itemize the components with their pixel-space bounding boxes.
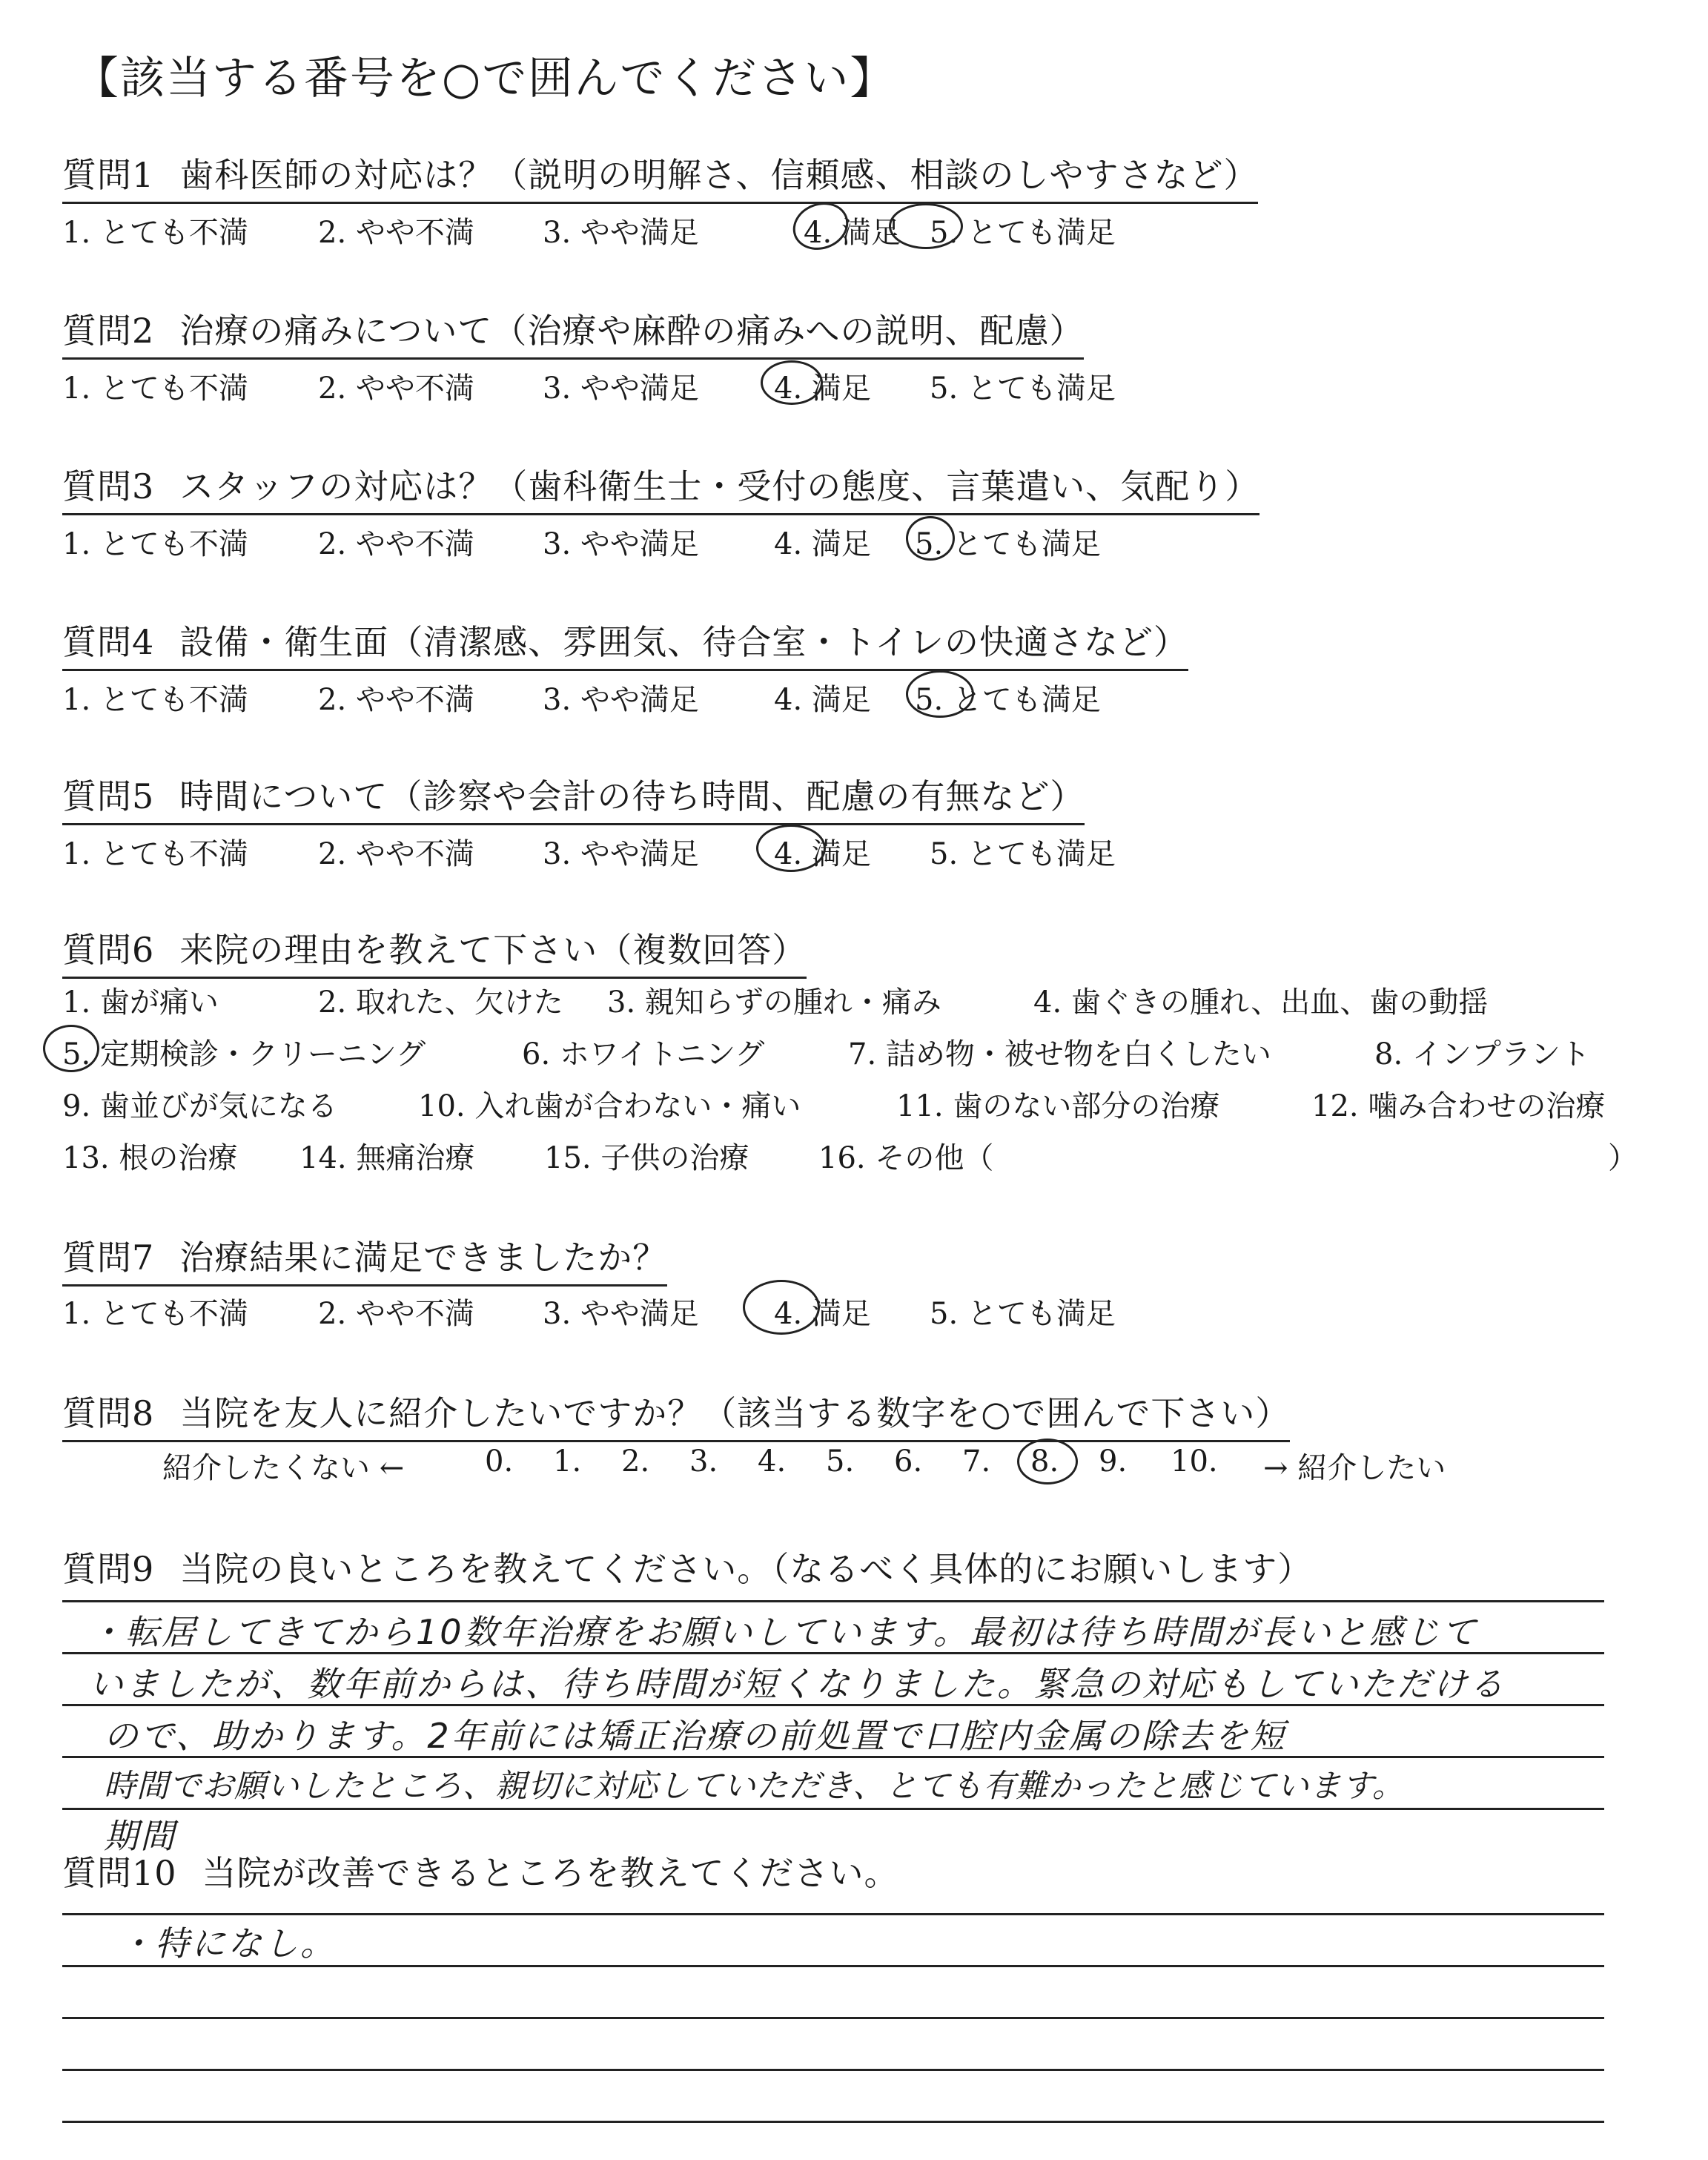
q8-answer-circle-8 — [1017, 1439, 1078, 1484]
instruction-header: 【該当する番号を○で囲んでください】 — [74, 53, 896, 105]
q8-scale-5[interactable]: 5. — [826, 1444, 855, 1479]
q1-option-2[interactable]: 2. やや不満 — [318, 216, 474, 250]
q10-rule-4 — [62, 2069, 1604, 2071]
q1-number: 質問1 — [62, 155, 155, 195]
q2-option-3[interactable]: 3. やや満足 — [543, 371, 699, 406]
q4-answer-circle-5 — [906, 670, 974, 718]
q6-other-close-paren: ） — [1608, 1141, 1638, 1175]
q7-option-1[interactable]: 1. とても不満 — [62, 1297, 248, 1331]
q3-title-row — [62, 460, 1260, 515]
q2-option-2[interactable]: 2. やや不満 — [318, 371, 474, 406]
q6-title: 来院の理由を教えて下さい（複数回答） — [179, 930, 807, 970]
q6-option-9[interactable]: 9. 歯並びが気になる — [62, 1089, 337, 1123]
q6-answer-circle-5 — [43, 1025, 99, 1072]
q4-option-3[interactable]: 3. やや満足 — [543, 683, 699, 717]
q6-option-2[interactable]: 2. 取れた、欠けた — [318, 985, 563, 1020]
q3-option-5[interactable]: 5. とても満足 — [915, 527, 1101, 561]
q6-option-8[interactable]: 8. インプラント — [1374, 1037, 1590, 1071]
q8-title-row — [62, 1387, 1290, 1442]
q1-option-1[interactable]: 1. とても不満 — [62, 216, 248, 250]
q5-option-4[interactable]: 4. 満足 — [774, 837, 871, 871]
q3-number: 質問3 — [62, 466, 155, 506]
q8-scale-9[interactable]: 9. — [1099, 1444, 1128, 1479]
q10-number: 質問10 — [62, 1853, 177, 1893]
q3-option-1[interactable]: 1. とても不満 — [62, 527, 248, 561]
q8-scale-6[interactable]: 6. — [894, 1444, 923, 1479]
q4-title-row — [62, 615, 1188, 671]
q5-title-row — [62, 770, 1085, 825]
q2-answer-circle-4 — [761, 360, 823, 405]
q8-title: 当院を友人に紹介したいですか？（該当する数字を○で囲んで下さい） — [179, 1393, 1291, 1433]
q4-option-2[interactable]: 2. やや不満 — [318, 683, 474, 717]
q5-title: 時間について（診察や会計の待ち時間、配慮の有無など） — [179, 776, 1085, 816]
q1-answer-circle-5 — [889, 203, 963, 249]
q9-correction: 期間 — [104, 1816, 176, 1856]
q9-answer-line-1: ・転居してきてから10数年治療をお願いしています。最初は待ち時間が長いと感じて — [89, 1612, 1478, 1652]
q4-title: 設備・衛生面（清潔感、雰囲気、待合室・トイレの快適さなど） — [179, 622, 1188, 662]
q9-title: 当院の良いところを教えてください。（なるべく具体的にお願いします） — [179, 1549, 1313, 1589]
q6-option-11[interactable]: 11. 歯のない部分の治療 — [896, 1089, 1220, 1123]
q3-title: スタッフの対応は？（歯科衛生士・受付の態度、言葉遣い、気配り） — [179, 466, 1260, 506]
q5-number: 質問5 — [62, 776, 155, 816]
q3-option-3[interactable]: 3. やや満足 — [543, 527, 699, 561]
q8-scale-1[interactable]: 1. — [553, 1444, 582, 1479]
q6-option-7[interactable]: 7. 詰め物・被せ物を白くしたい — [848, 1037, 1271, 1071]
q6-option-10[interactable]: 10. 入れ歯が合わない・痛い — [418, 1089, 801, 1123]
q9-answer-line-3: ので、助かります。2年前には矯正治療の前処置で口腔内金属の除去を短 — [104, 1716, 1287, 1756]
q7-number: 質問7 — [62, 1238, 155, 1278]
q7-title-row — [62, 1231, 667, 1287]
q3-option-2[interactable]: 2. やや不満 — [318, 527, 474, 561]
q6-option-3[interactable]: 3. 親知らずの腫れ・痛み — [607, 985, 941, 1020]
q2-number: 質問2 — [62, 311, 155, 351]
q4-number: 質問4 — [62, 622, 155, 662]
q7-option-3[interactable]: 3. やや満足 — [543, 1297, 699, 1331]
q8-left-label: 紹介したくない ← — [162, 1451, 405, 1485]
q9-rule-5 — [62, 1808, 1604, 1810]
q7-answer-circle-4 — [743, 1280, 820, 1335]
q9-number: 質問9 — [62, 1549, 155, 1589]
q6-option-6[interactable]: 6. ホワイトニング — [522, 1037, 765, 1071]
q2-option-4[interactable]: 4. 満足 — [774, 371, 871, 406]
q1-option-3[interactable]: 3. やや満足 — [543, 216, 699, 250]
q9-answer-line-2: いましたが、数年前からは、待ち時間が短くなりました。緊急の対応もしていただける — [89, 1664, 1506, 1704]
q9-answer-line-4: 時間でお願いしたところ、親切に対応していただき、とても有難かったと感じています。 — [104, 1768, 1405, 1805]
q4-option-5[interactable]: 5. とても満足 — [915, 683, 1101, 717]
q5-option-1[interactable]: 1. とても不満 — [62, 837, 248, 871]
q6-option-14[interactable]: 14. 無痛治療 — [299, 1141, 475, 1175]
q1-option-4[interactable]: 4. 満足 — [804, 216, 901, 250]
q6-title-row — [62, 923, 807, 979]
q7-option-4[interactable]: 4. 満足 — [774, 1297, 871, 1331]
q6-option-1[interactable]: 1. 歯が痛い — [62, 985, 219, 1020]
q6-option-15[interactable]: 15. 子供の治療 — [544, 1141, 749, 1175]
q9-title-row — [62, 1542, 1312, 1596]
q8-scale-3[interactable]: 3. — [689, 1444, 718, 1479]
q3-option-4[interactable]: 4. 満足 — [774, 527, 871, 561]
q10-answer-line-1: ・特になし。 — [119, 1923, 337, 1964]
q5-option-2[interactable]: 2. やや不満 — [318, 837, 474, 871]
q6-option-13[interactable]: 13. 根の治療 — [62, 1141, 238, 1175]
q7-option-2[interactable]: 2. やや不満 — [318, 1297, 474, 1331]
q6-number: 質問6 — [62, 930, 155, 970]
q6-option-4[interactable]: 4. 歯ぐきの腫れ、出血、歯の動揺 — [1033, 985, 1489, 1020]
q6-option-16[interactable]: 16. その他（ — [818, 1141, 994, 1175]
q3-answer-circle-5 — [906, 516, 955, 561]
q2-title: 治療の痛みについて（治療や麻酔の痛みへの説明、配慮） — [179, 311, 1085, 351]
q6-option-5[interactable]: 5. 定期検診・クリーニング — [62, 1037, 426, 1071]
q6-option-12[interactable]: 12. 噛み合わせの治療 — [1311, 1089, 1606, 1123]
q5-option-5[interactable]: 5. とても満足 — [930, 837, 1116, 871]
q1-option-5[interactable]: 5. とても満足 — [930, 216, 1116, 250]
q7-title: 治療結果に満足できましたか？ — [179, 1238, 668, 1278]
q7-option-5[interactable]: 5. とても満足 — [930, 1297, 1116, 1331]
q8-scale-8[interactable]: 8. — [1030, 1444, 1059, 1479]
q8-right-label: → 紹介したい — [1263, 1451, 1446, 1485]
q8-scale-4[interactable]: 4. — [758, 1444, 787, 1479]
q10-title: 当院が改善できるところを教えてください。 — [202, 1853, 899, 1893]
q8-scale-2[interactable]: 2. — [621, 1444, 650, 1479]
q2-option-1[interactable]: 1. とても不満 — [62, 371, 248, 406]
q5-option-3[interactable]: 3. やや満足 — [543, 837, 699, 871]
q10-rule-5 — [62, 2121, 1604, 2123]
q10-rule-1 — [62, 1913, 1604, 1915]
q1-title: 歯科医師の対応は？（説明の明解さ、信頼感、相談のしやすさなど） — [179, 155, 1259, 195]
q10-rule-3 — [62, 2017, 1604, 2019]
q5-answer-circle-4 — [756, 825, 826, 872]
q8-number: 質問8 — [62, 1393, 155, 1433]
q10-title-row — [62, 1846, 899, 1900]
q4-option-4[interactable]: 4. 満足 — [774, 683, 871, 717]
q2-option-5[interactable]: 5. とても満足 — [930, 371, 1116, 406]
q8-scale-10[interactable]: 10. — [1171, 1444, 1218, 1479]
q8-scale-0[interactable]: 0. — [485, 1444, 514, 1479]
q2-title-row — [62, 304, 1084, 360]
q1-title-row — [62, 148, 1258, 204]
q9-rule-1 — [62, 1600, 1604, 1602]
q4-option-1[interactable]: 1. とても不満 — [62, 683, 248, 717]
q8-scale-7[interactable]: 7. — [962, 1444, 991, 1479]
